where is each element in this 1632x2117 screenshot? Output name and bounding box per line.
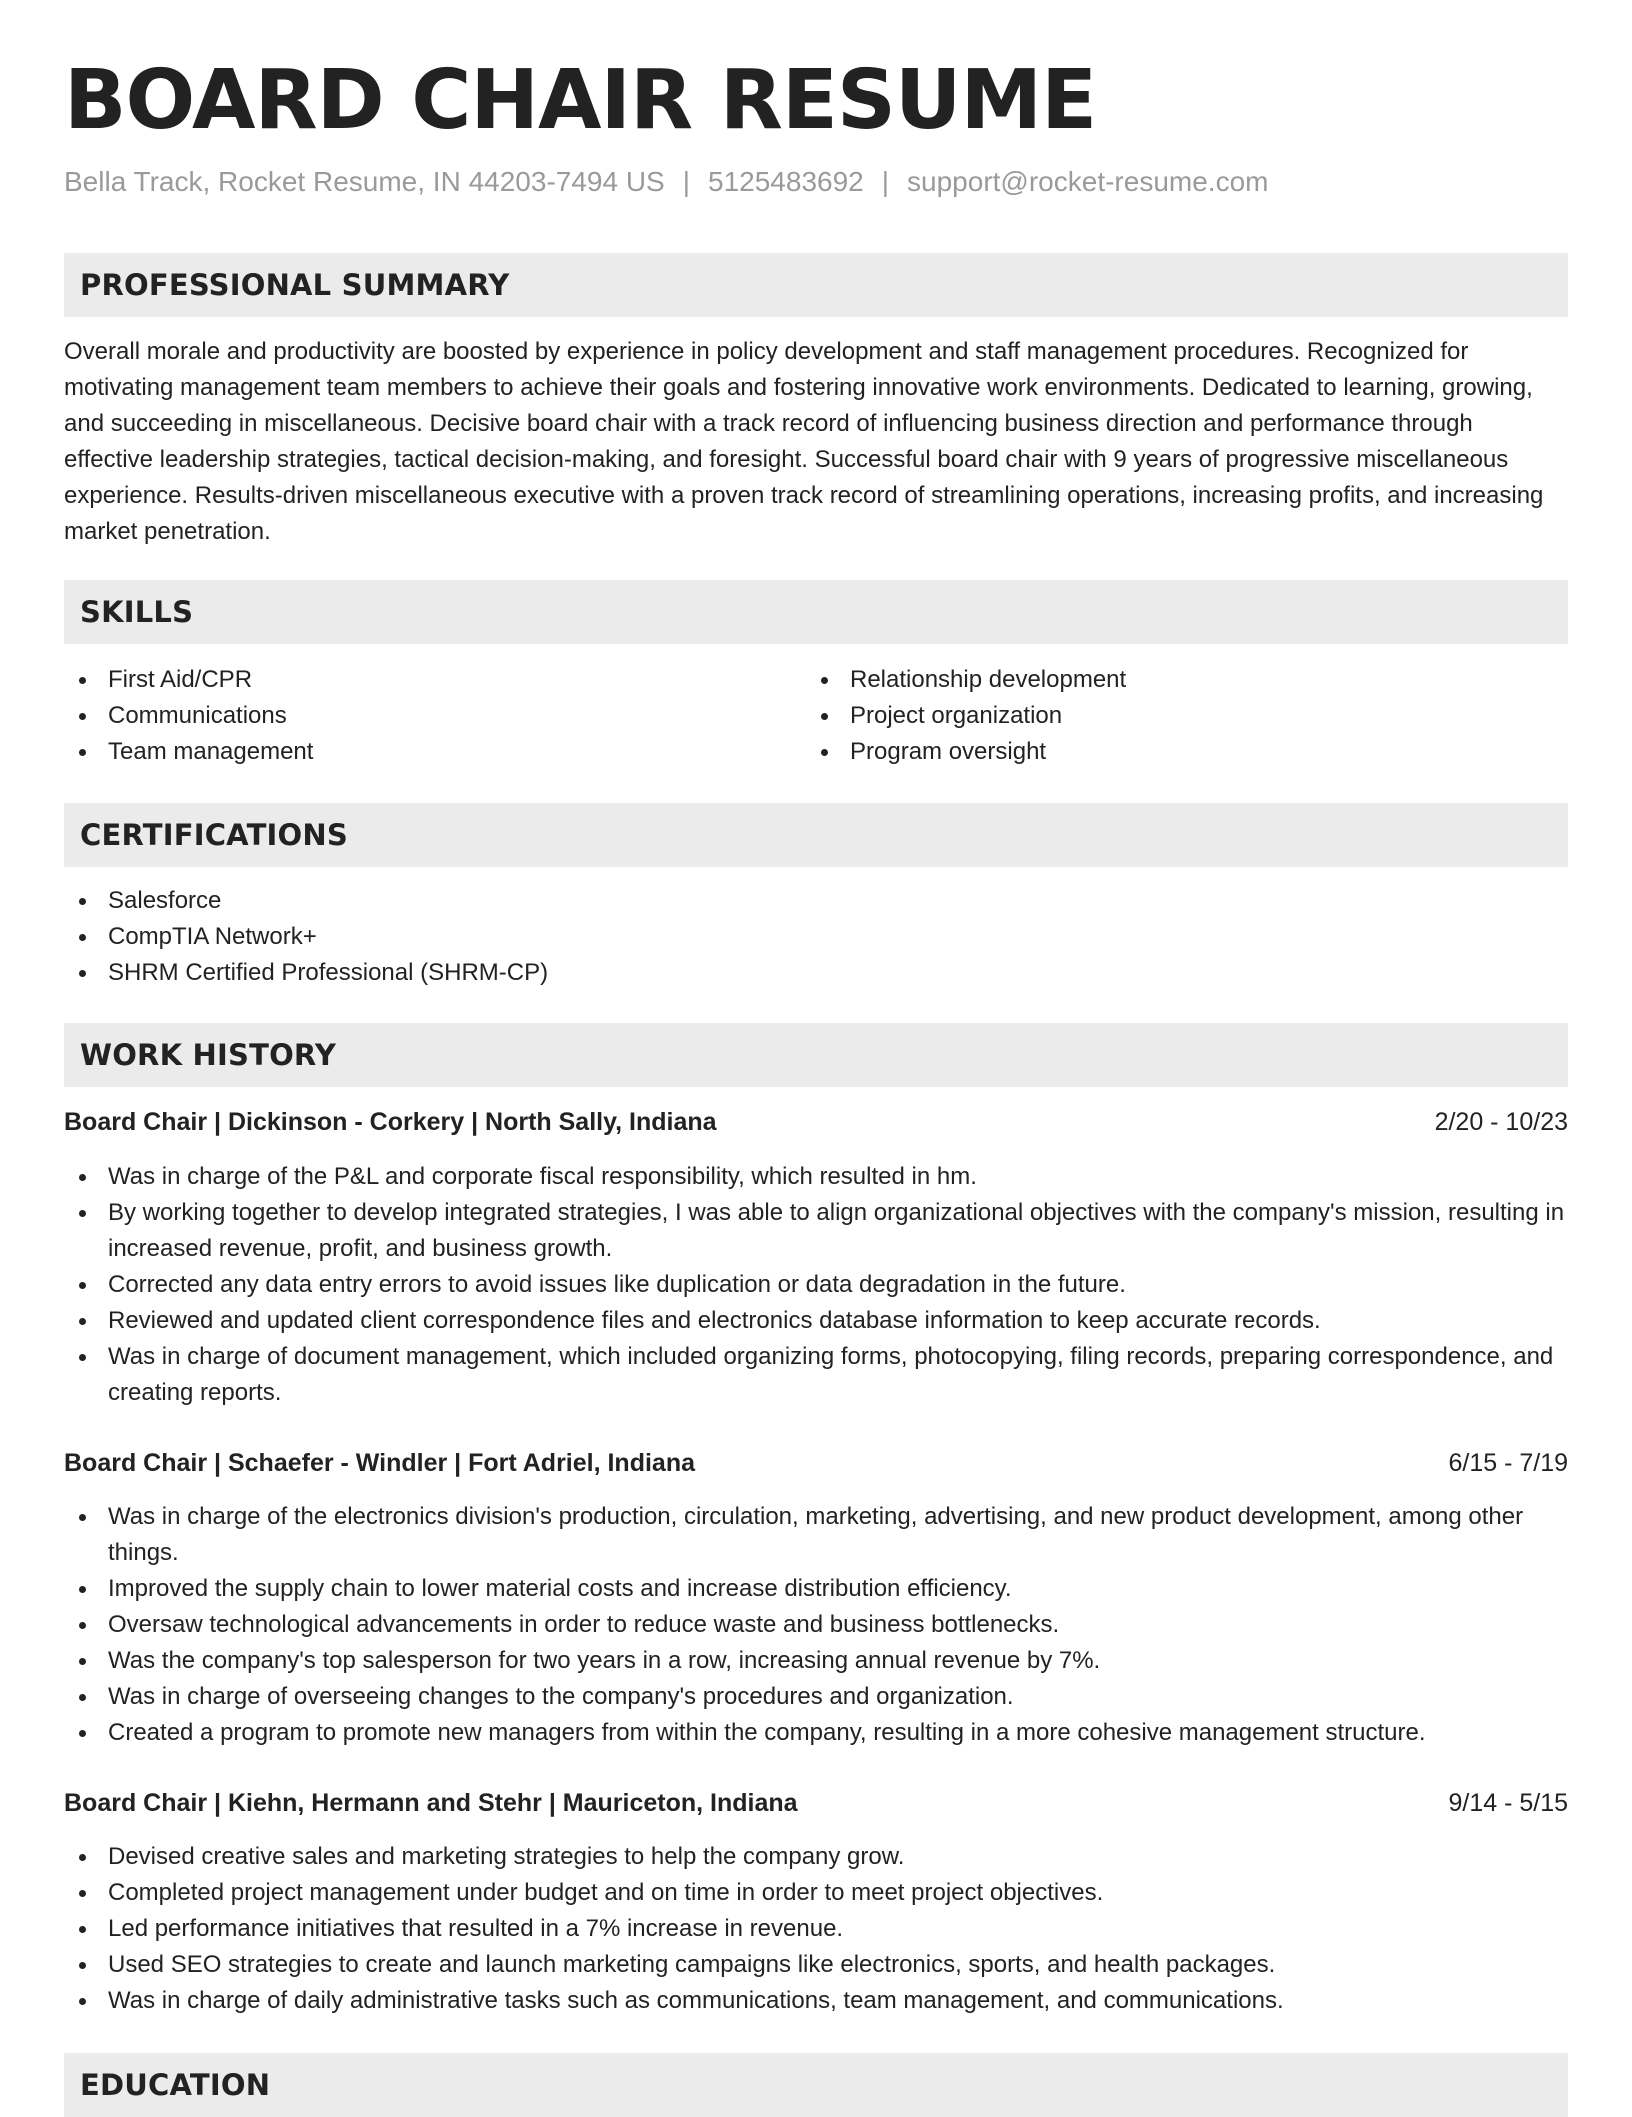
certification-item: CompTIA Network+ [64, 919, 1568, 955]
contact-separator: | [682, 166, 691, 197]
skill-item: Team management [64, 734, 784, 770]
job-bullet: Created a program to promote new managers from within the company, resulting in a more cohesive management structure. [64, 1715, 1568, 1751]
skills-list-right [806, 662, 1526, 770]
section-header-education [64, 2053, 1568, 2117]
summary-text: Overall morale and productivity are boosted by experience in policy development and staff management procedures. Recognized for motivating management team members to achieve their goals and fostering innovative work environments. Dedicated to learning, growing, and succeeding in miscellaneous. Decisive board chair with a track record of influencing business direction and performance through effective leadership strategies, tactical decision-making, and foresight. Successful board chair with 9 years of progressive miscellaneous experience. Results-driven miscellaneous executive with a proven track record of streamlining operations, increasing profits, and increasing market penetration. [64, 338, 1544, 545]
skills-list-left [64, 662, 784, 770]
job-bullet: Reviewed and updated client correspondence files and electronics database information to keep accurate records. [64, 1303, 1568, 1339]
contact-address: Bella Track, Rocket Resume, IN 44203-7494 US [64, 166, 665, 197]
section-header-work-history [64, 1023, 1568, 1087]
job-dates: 2/20 - 10/23 [1434, 1108, 1568, 1136]
job-bullet: Was in charge of the P&L and corporate fiscal responsibility, which resulted in hm. [64, 1159, 1568, 1195]
section-title: CERTIFICATIONS [80, 818, 348, 852]
job-header [64, 1445, 1568, 1481]
skill-item: Relationship development [806, 662, 1526, 698]
job-bullet: Corrected any data entry errors to avoid issues like duplication or data degradation in the future. [64, 1267, 1568, 1303]
job-bullet: Used SEO strategies to create and launch marketing campaigns like electronics, sports, and health packages. [64, 1947, 1568, 1983]
section-header-certifications [64, 803, 1568, 867]
certification-item: SHRM Certified Professional (SHRM-CP) [64, 955, 1568, 991]
job-bullet: Devised creative sales and marketing strategies to help the company grow. [64, 1839, 1568, 1875]
job-bullet: Improved the supply chain to lower material costs and increase distribution efficiency. [64, 1571, 1568, 1607]
job-dates: 9/14 - 5/15 [1448, 1789, 1568, 1817]
job-bullet: Was in charge of overseeing changes to the company's procedures and organization. [64, 1679, 1568, 1715]
certifications-list [64, 883, 1568, 991]
section-header-summary [64, 253, 1568, 317]
resume-title: BOARD CHAIR RESUME [64, 53, 1097, 148]
section-title: WORK HISTORY [80, 1038, 337, 1072]
job-title: Board Chair | Dickinson - Corkery | North Sally, Indiana [64, 1108, 717, 1136]
job-bullet: Was in charge of daily administrative tasks such as communications, team management, and communications. [64, 1983, 1568, 2019]
job-header [64, 1785, 1568, 1821]
job-header [64, 1104, 1568, 1140]
job-title: Board Chair | Kiehn, Hermann and Stehr | Mauriceton, Indiana [64, 1789, 798, 1817]
job-bullet: Completed project management under budget and on time in order to meet project objectives. [64, 1875, 1568, 1911]
skill-item: First Aid/CPR [64, 662, 784, 698]
section-title: PROFESSIONAL SUMMARY [80, 268, 510, 302]
contact-line [64, 166, 1268, 198]
section-title: EDUCATION [80, 2068, 271, 2102]
section-header-skills [64, 580, 1568, 644]
certification-item: Salesforce [64, 883, 1568, 919]
contact-email[interactable]: support@rocket-resume.com [907, 166, 1269, 197]
job-bullets [64, 1159, 1568, 1411]
contact-separator: | [881, 166, 890, 197]
job-bullet: Was in charge of the electronics division's production, circulation, marketing, advertising, and new product development, among other things. [64, 1499, 1568, 1571]
section-title: SKILLS [80, 595, 194, 629]
contact-phone: 5125483692 [708, 166, 864, 197]
job-bullets [64, 1839, 1568, 2019]
job-bullet: Led performance initiatives that resulted in a 7% increase in revenue. [64, 1911, 1568, 1947]
job-bullet: Was in charge of document management, which included organizing forms, photocopying, filing records, preparing correspondence, and creating reports. [64, 1339, 1568, 1411]
job-title: Board Chair | Schaefer - Windler | Fort Adriel, Indiana [64, 1449, 695, 1477]
job-bullet: By working together to develop integrated strategies, I was able to align organizational objectives with the company's mission, resulting in increased revenue, profit, and business growth. [64, 1195, 1568, 1267]
job-bullet: Oversaw technological advancements in order to reduce waste and business bottlenecks. [64, 1607, 1568, 1643]
job-dates: 6/15 - 7/19 [1448, 1449, 1568, 1477]
skill-item: Project organization [806, 698, 1526, 734]
skill-item: Program oversight [806, 734, 1526, 770]
job-bullets [64, 1499, 1568, 1751]
skill-item: Communications [64, 698, 784, 734]
job-bullet: Was the company's top salesperson for two years in a row, increasing annual revenue by 7%. [64, 1643, 1568, 1679]
